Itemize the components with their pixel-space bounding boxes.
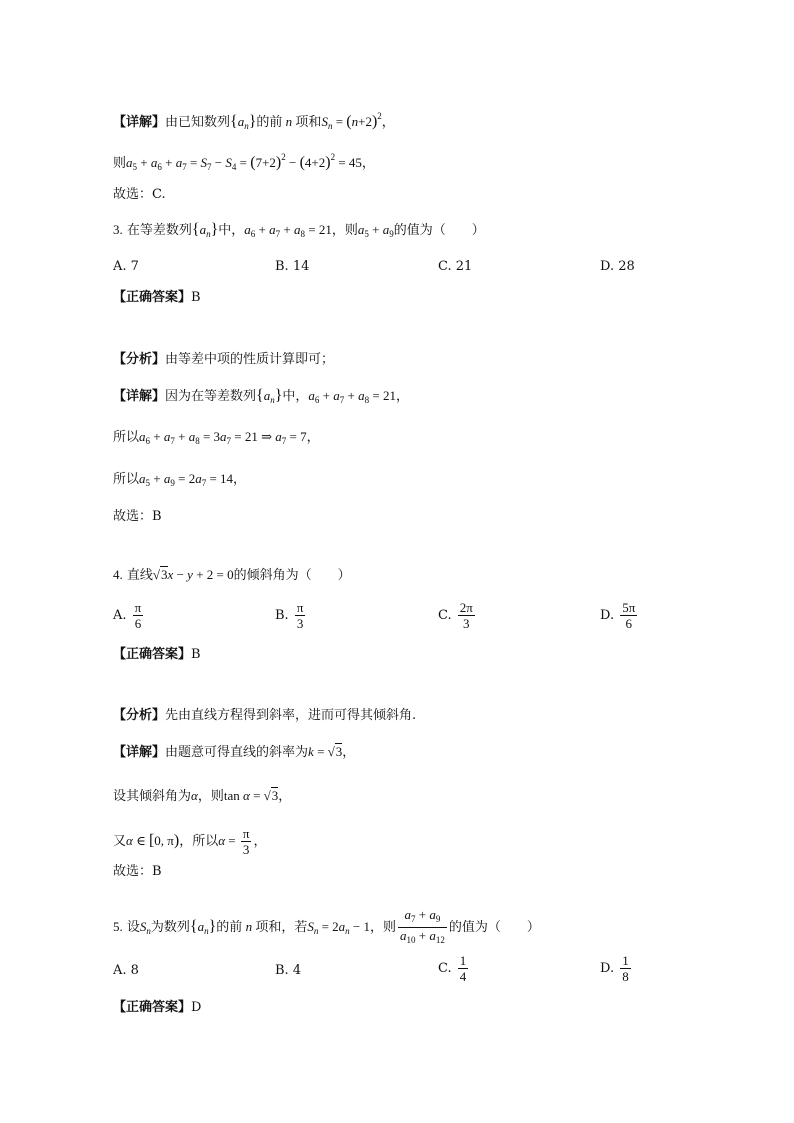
q4-detail-line: 【详解】由题意可得直线的斜率为k = √3， [113,744,356,760]
q4-conclusion: 故选：B [113,864,162,879]
q5-option-a: A. 8 [113,963,139,978]
q4-stem: 4. 直线√3x − y + 2 = 0的倾斜角为（ ） [113,567,351,583]
q3-detail-line-3: 所以$a_5 + a_9 = 2a_7 = 14$， [113,471,247,488]
q3-stem: 3. 在等差数列$\{a_n\}$中，$a_6 + a_7 + a_8 = 21$，则$a_5 + a_9$的值为（ ） [113,221,485,239]
q4-detail-line-3: 又α ∈ [0, π)，所以α = $\frac{\pi}{3}$ ， [113,826,267,857]
q2-detail-line: 【详解】由已知数列$\{a_n\}$的前 n 项和$S_n = (n+2)^2$， [113,111,395,131]
q4-answer: 【正确答案】B [113,647,201,662]
q3-option-c: C. 21 [438,259,473,274]
q4-detail-line-2: 设其倾斜角为α，则tan α = √3， [113,788,292,804]
q4-analysis: 【分析】先由直线方程得到斜率，进而可得其倾斜角. [113,708,417,723]
q5-option-b: B. 4 [275,963,302,978]
q3-analysis: 【分析】由等差中项的性质计算即可； [113,352,335,367]
q5-option-d: D. $\frac{1}{8}$ [600,953,629,984]
q4-option-c: C. $\frac{2\pi}{3}$ [438,600,473,631]
q3-detail-line-2: 所以$a_6 + a_7 + a_8 = 3a_7 = 21$ ⇒ $a_7 = 7$， [113,429,320,446]
q4-option-b: B. $\frac{\pi}{3}$ [275,600,304,631]
q2-conclusion: 故选：C. [113,187,166,202]
q2-calc-line: 则$a_5 + a_6 + a_7 = S_7 - S_4 = (7+2)^2 - (4+2)^2 = 45$， [113,152,375,172]
q2-detail-label: 【详解】 [113,115,166,130]
q5-answer: 【正确答案】D [113,1000,202,1015]
q3-detail-line: 【详解】因为在等差数列$\{a_n\}$中，$a_6 + a_7 + a_8 = 21$， [113,387,409,405]
q3-answer: 【正确答案】B [113,290,201,305]
q3-conclusion: 故选：B [113,509,162,524]
q3-option-b: B. 14 [275,259,310,274]
q4-option-d: D. $\frac{5\pi}{6}$ [600,600,636,631]
q5-option-c: C. $\frac{1}{4}$ [438,953,467,984]
q5-stem: 5. 设$S_n$为数列$\{a_n\}$的前 n 项和，若$S_n = 2a_n - 1$，则 $\frac{a_7 + a_9}{a_{10} + a_{12}}$ 的值为（ ） [113,907,540,945]
q3-option-d: D. 28 [600,259,635,274]
q3-option-a: A. 7 [113,259,139,274]
q4-option-a: A. $\frac{\pi}{6}$ [113,600,142,631]
